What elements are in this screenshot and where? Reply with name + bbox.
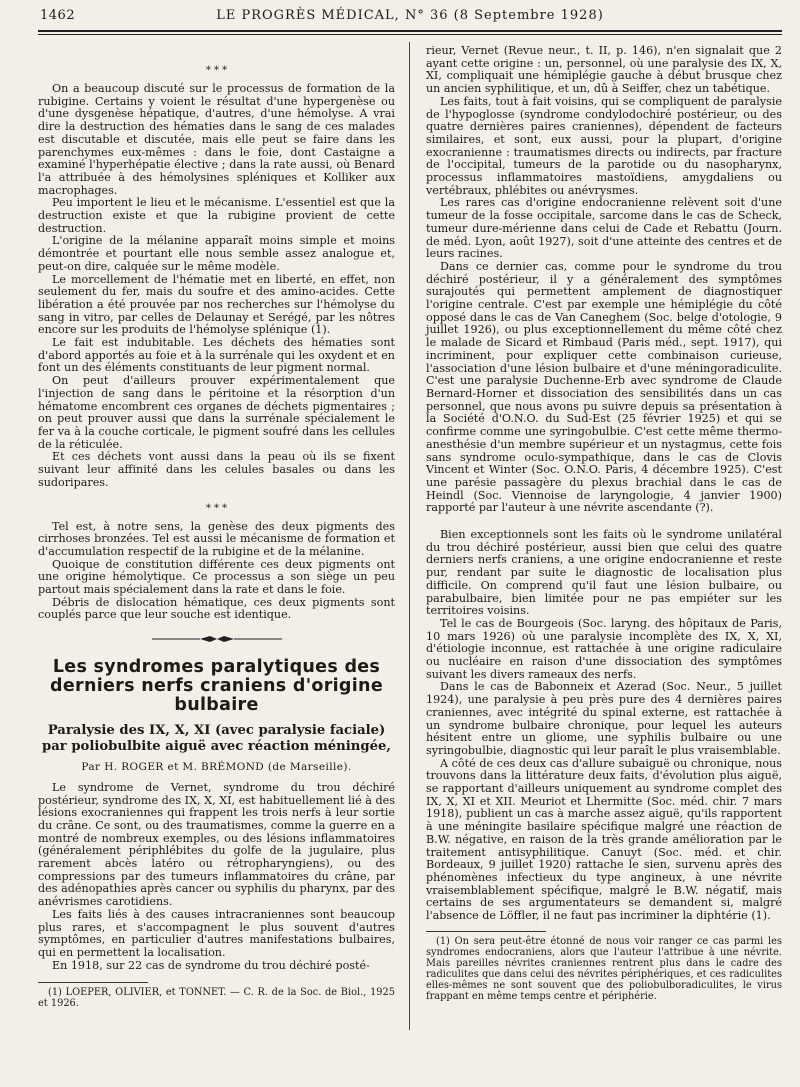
paragraph: Quoique de constitution différente ces deux pigments ont une origine hémolytique. Ce processus a son siège un peu partout mais spécialement dans la rate et dans le foie.	[38, 557, 395, 597]
article-subtitle: Paralysie des IX, X, XI (avec paralysie faciale) par poliobulbite aiguë avec réaction méningée,	[42, 723, 391, 755]
paragraph: L'origine de la mélanine apparaît moins simple et moins démontrée et pourtant elle nous semble assez analogue et, peut-on dire, calquée sur le même modèle.	[38, 234, 395, 273]
paragraph: Les faits liés à des causes intracraniennes sont beaucoup plus rares, et s'accompagnent le plus souvent d'autres symptômes, en particulier d'autres manifestations bulbaires, qui en permettent la localisation.	[38, 907, 395, 959]
paragraph: Les faits, tout à fait voisins, qui se compliquent de paralysie de l'hypoglosse (syndrome condylodochiré postérieur, ou des quatre dernières paires craniennes), dépendent de facteurs similaires, et sont, eux aussi, pour la plupart, d'origine exocranienne : traumatismes directs ou indirects, par fracture de l'occipital, tumeurs de la parotide ou du nasopharynx, processus inflammatoires mastoïdiens, amygdaliens ou vertébraux, phlébites ou anévrysmes.	[426, 94, 782, 197]
paragraph: Dans ce dernier cas, comme pour le syndrome du trou déchiré postérieur, il y a généralement des symptômes surajoutés qui permettent amplement de diagnostiquer l'origine centrale. C'est par exemple une hémiplégie du côté opposé dans le cas de Van Caneghem (Soc. belge d'otologie, 9 juillet 1926), ou plus exceptionnellement du même côté chez le malade de Sicard et Rimbaud (Paris méd., sept. 1917), qui incriminent, pour expliquer cette combinaison curieuse, l'association d'une lésion bulbaire et d'une méningoradiculite. C'est une paralysie Duchenne-Erb avec syndrome de Claude Bernard-Horner et dissociation des sensibilités dans un cas personnel, que nous avons pu suivre depuis sa présentation à la Société d'O.N.O. du Sud-Est (25 février 1925) et qui se confirme comme une syringobulbie. C'est cette même thermo-anesthésie d'un membre supérieur et un nystagmus, cette fois sans syndrome oculo-sympathique, dans le cas de Clovis Vincent et Winter (Soc. O.N.O. Paris, 4 décembre 1925). C'est une parésie passagère du plexus brachial dans le cas de Heindl (Soc. Viennoise de laryngologie, 4 janvier 1900) rapporté par l'auteur à une névrite ascendante (?).	[426, 259, 782, 515]
paragraph: Tel est, à notre sens, la genèse des deux pigments des cirrhoses bronzées. Tel est aussi le mécanisme de formation et d'accumulation respectif de la rubigine et de la mélanine.	[38, 519, 395, 558]
paragraph: Le syndrome de Vernet, syndrome du trou déchiré postérieur, syndrome des IX, X, XI, est habituellement lié à des lésions exocraniennes qui frappent les trois nerfs à leur sortie du crâne. Ce sont, ou des traumatismes, comme la guerre en a montré de nombreux exemples, ou des lésions inflammatoires (généralement périphlébites du golfe de la jugulaire, plus rarement abcès latéro ou rétropharyngiens), ou des compressions par des tumeurs inflammatoires du crâne, par des adénopathies après cancer ou syphilis du pharynx, par des anévrismes carotidiens.	[38, 780, 395, 909]
byline: Par H. ROGER et M. BRÉMOND (de Marseille).	[81, 761, 352, 774]
section-stars: * * *	[205, 65, 228, 76]
paragraph: On peut d'ailleurs prouver expérimentalement que l'injection de sang dans le péritoine et la résorption d'un hématome encombrent ces organes de déchets pigmentaires ; on peut prouver aussi que dans la surrénale spécialement le fer va à la couche corticale, le pigment soufré dans les cellules de la réticulée.	[38, 374, 395, 451]
footnote: (1) On sera peut-être étonné de nous voir ranger ce cas parmi les syndromes endocraniens, alors que l'auteur l'attribue à une névrite. Mais pareilles névrites craniennes rentrent plus dans le cadre des radiculites que dans celui des névrites périphériques, et ces radiculites elles-mêmes ne sont souvent que des poliobulboradiculites, le virus frappant en même temps centre et périphérie.	[426, 935, 782, 1002]
paragraph: Tel le cas de Bourgeois (Soc. laryng. des hôpitaux de Paris, 10 mars 1926) où une paralysie incomplète des IX, X, XI, d'étiologie inconnue, est rattachée à une origine radiculaire ou nucléaire en raison d'une dissociation des symptômes suivant les divers rameaux des nerfs.	[426, 616, 782, 681]
paragraph: Débris de dislocation hématique, ces deux pigments sont couplés parce que leur souche est identique.	[38, 595, 395, 622]
column-divider	[409, 42, 410, 1030]
paragraph: A côté de ces deux cas d'allure subaiguë ou chronique, nous trouvons dans la littérature deux faits, d'évolution plus aiguë, se rapportant d'ailleurs uniquement au syndrome complet des IX, X, XI et XII. Meuriot et Lhermitte (Soc. méd. chir. 7 mars 1918), publient un cas à marche assez aiguë, qu'ils rapportent à une méningite basilaire spécifique malgré une réaction de B.W. négative, en raison de la très grande amélioration par le traitement antisyphilitique. Canuyt (Soc. méd. et chir. Bordeaux, 9 juillet 1920) rattache le sien, survenu après des phénomènes infectieux du type angineux, à une névrite vraisemblablement spécifique, malgré le B.W. négatif, mais certains de ses argumentateurs se demandent si, malgré l'absence de Löffler, il ne faut pas incriminer la diphtérie (1).	[426, 756, 782, 923]
footnote-rule	[38, 982, 148, 983]
header-rule	[38, 30, 782, 32]
journal-title: LE PROGRÈS MÉDICAL, N° 36 (8 Septembre 1928)	[216, 8, 604, 23]
paragraph: On a beaucoup discuté sur le processus de formation de la rubigine. Certains y voient le résultat d'une hypergenèse ou d'une dysgenèse hépatique, d'autres, d'une hémolyse. A vrai dire la destruction des hématies dans le sang de ces malades est discutable et discutée, mais elle peut se faire dans les parenchymes eux-mêmes : dans le foie, dont Castaigne a examiné l'hyperhépatie élective ; dans la rate aussi, où Benard l'a attribuée à des hémolysines spléniques et Kolliker aux macrophages.	[38, 82, 395, 197]
article-title: Les syndromes paralytiques des derniers nerfs craniens d'origine bulbaire	[50, 657, 383, 716]
paragraph: Le fait est indubitable. Les déchets des hématies sont d'abord apportés au foie et à la surrénale qui les oxydent et en font un des éléments constituants de leur pigment normal.	[38, 336, 395, 375]
paragraph: Dans le cas de Babonneix et Azerad (Soc. Neur., 5 juillet 1924), une paralysie à peu près pure des 4 dernières paires craniennes, avec intégrité du spinal externe, est rattachée à un syndrome bulbaire chronique, pour lequel les auteurs hésitent entre un gliome, une syphilis bulbaire ou une syringobulbie, diagnostic qui leur paraît le plus vraisemblable.	[426, 680, 782, 757]
left-column	[38, 62, 395, 1009]
paragraph: Peu importent le lieu et le mécanisme. L'essentiel est que la destruction existe et que la rubigine provient de cette destruction.	[38, 196, 395, 235]
ornament-divider-icon	[152, 635, 282, 643]
header-rule-thin	[38, 34, 782, 35]
paragraph: Et ces déchets vont aussi dans la peau où ils se fixent suivant leur affinité dans les celules basales ou dans les sudoripares.	[38, 450, 395, 489]
right-column	[426, 45, 782, 1002]
footnote-rule	[426, 931, 546, 932]
paragraph: Le morcellement de l'hématie met en liberté, en effet, non seulement du fer, mais du soufre et des amino-acides. Cette libération a été prouvée par nos recherches sur l'hémolyse du sang in vitro, par celles de Delaunay et Serégé, par les nôtres encore sur les produits de l'hémolyse splénique (1).	[38, 272, 395, 337]
section-stars: * * *	[205, 502, 228, 514]
paragraph: rieur, Vernet (Revue neur., t. II, p. 146), n'en signalait que 2 ayant cette origine : un, personnel, où une paralysie des IX, X, XI, compliquait une hémiplégie gauche à début brusque chez un ancien syphilitique, et un, dû à Seiffer, chez un tabétique.	[426, 44, 782, 96]
paragraph: Bien exceptionnels sont les faits où le syndrome unilatéral du trou déchiré postérieur, aussi bien que celui des quatre derniers nerfs craniens, a une origine endocranienne et reste pur, rendant par suite le diagnostic de localisation plus difficile. On comprend qu'il faut une lésion bulbaire, ou parabulbaire, bien limitée pour ne pas empiéter sur les territoires voisins.	[426, 528, 782, 618]
paragraph: En 1918, sur 22 cas de syndrome du trou déchiré posté-	[52, 958, 370, 972]
footnote: (1) LOEPER, OLIVIER, et TONNET. — C. R. de la Soc. de Biol., 1925 et 1926.	[38, 987, 395, 1010]
page-number: 1462	[40, 8, 76, 23]
ornament-divider	[38, 634, 395, 644]
page-header	[40, 8, 780, 28]
paragraph: Les rares cas d'origine endocranienne relèvent soit d'une tumeur de la fosse occipitale, sarcome dans le cas de Scheck, tumeur dure-mérienne dans celui de Cade et Rebattu (Journ. de méd. Lyon, août 1927), soit d'une atteinte des centres et de leurs racines.	[426, 196, 782, 261]
